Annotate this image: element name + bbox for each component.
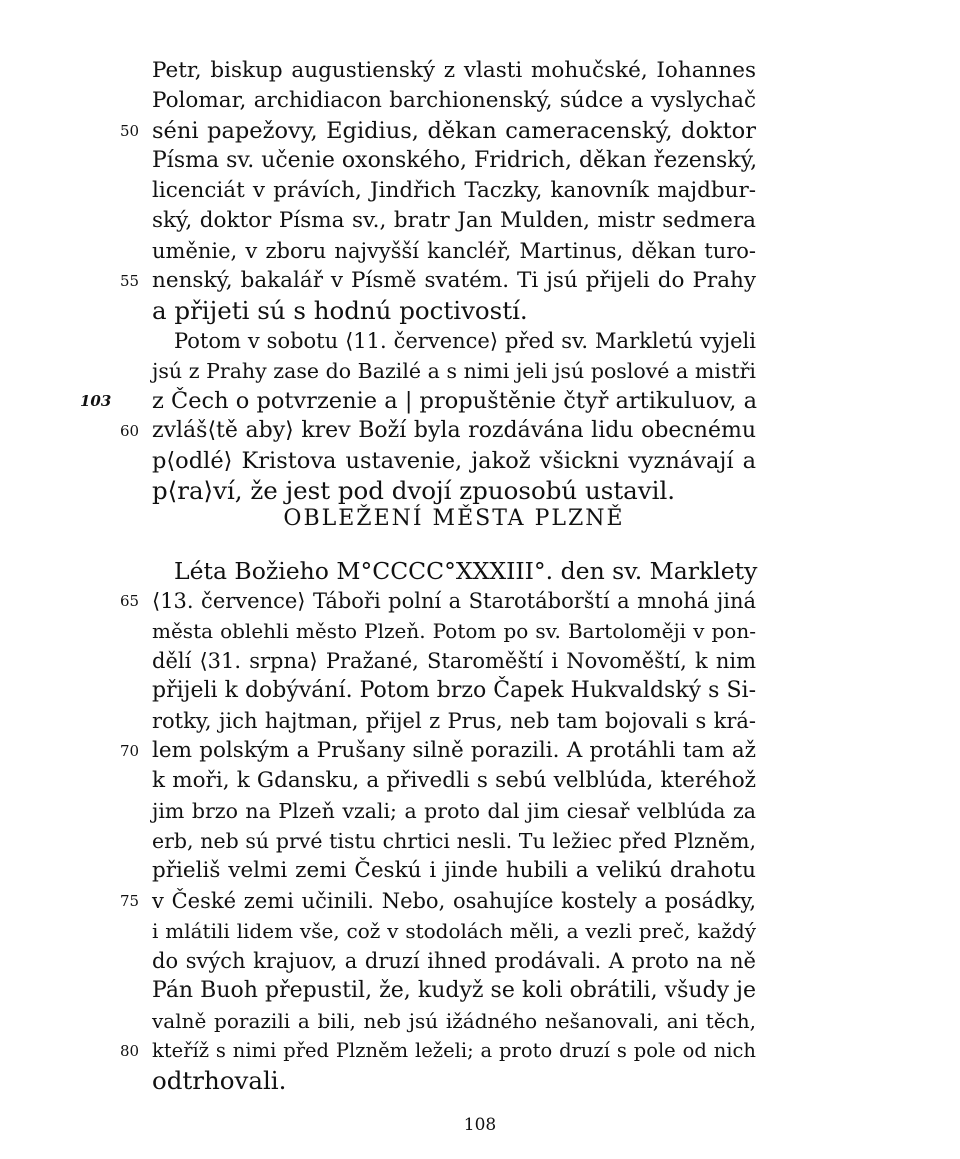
text-line: dělí ⟨31. srpna⟩ Pražané, Staroměští i Novoměští, k nim	[152, 649, 756, 673]
text-line: ⟨13. července⟩ Táboři polní a Starotáborští a mnohá jiná	[152, 589, 756, 613]
text-line: i mlátili lidem vše, což v stodolách měli, a vezli preč, každý	[152, 919, 756, 943]
text-line: kteříž s nimi před Plzněm leželi; a proto druzí s pole od nich	[152, 1039, 756, 1062]
line-number: 70	[120, 742, 140, 760]
text-line: p⟨ra⟩ví, že jest pod dvojí zpuosobú ustavil.	[152, 476, 676, 505]
text-line: odtrhovali.	[152, 1066, 287, 1095]
text-line: erb, neb sú prvé tistu chrtici nesli. Tu ležiec před Plzněm,	[152, 829, 756, 853]
line-number: 55	[120, 272, 140, 290]
text-line: přieliš velmi zemi Českú i jinde hubili a velikú drahotu	[152, 858, 756, 883]
text-line: licenciát v právích, Jindřich Taczky, kanovník majdbur-	[152, 178, 756, 203]
text-line: lem polským a Prušany silně porazili. A protáhli tam až	[152, 738, 756, 763]
line-number: 65	[120, 592, 140, 610]
page-number: 108	[463, 1115, 497, 1135]
line-number: 60	[120, 422, 140, 440]
text-line: p⟨odlé⟩ Kristova ustavenie, jakož všickni vyznávají a	[152, 448, 756, 474]
text-line: Pán Buoh přepustil, že, kudyž se koli obrátili, všudy je	[152, 978, 756, 1003]
text-line: k moři, k Gdansku, a přivedli s sebú velblúda, kteréhož	[152, 768, 756, 793]
section-heading: OBLEŽENÍ MĚSTA PLZNĚ	[283, 506, 625, 531]
text-line: Polomar, archidiacon barchionenský, súdce a vyslychač	[152, 88, 756, 113]
text-line: Léta Božieho M°CCCC°XXXIII°. den sv. Marklety	[174, 557, 758, 585]
text-line: nenský, bakalář v Písmě svatém. Ti jsú přijeli do Prahy	[152, 268, 756, 293]
text-line: a přijeti sú s hodnú poctivostí.	[152, 296, 528, 325]
text-line: z Čech o potvrzenie a | propuštěnie čtyř artikuluov, a	[152, 388, 758, 414]
text-line: valně porazili a bili, neb jsú ižádného nešanovali, ani těch,	[152, 1009, 756, 1033]
text-line: rotky, jich hajtman, přijel z Prus, neb tam bojovali s krá-	[152, 709, 756, 733]
line-number: 75	[120, 892, 140, 910]
margin-reference: 103	[80, 392, 112, 410]
text-line: jim brzo na Plzeň vzali; a proto dal jim ciesař velblúda za	[152, 799, 756, 823]
text-line: přijeli k dobývání. Potom brzo Čapek Hukvaldský s Si-	[152, 678, 756, 703]
text-line: ský, doktor Písma sv., bratr Jan Mulden, mistr sedmera	[152, 208, 756, 233]
text-line: města oblehli město Plzeň. Potom po sv. Bartoloměji v pon-	[152, 619, 756, 643]
text-line: uměnie, v zboru najvyšší kancléř, Martinus, děkan turo-	[152, 239, 756, 263]
text-line: v České zemi učinili. Nebo, osahujíce kostely a posádky,	[152, 889, 756, 913]
text-line: Písma sv. učenie oxonského, Fridrich, děkan řezenský,	[152, 148, 758, 173]
text-line: Petr, biskup augustienský z vlasti mohučské, Iohannes	[152, 58, 756, 83]
line-number: 80	[120, 1042, 140, 1060]
text-line: zvláš⟨tě aby⟩ krev Boží byla rozdávána lidu obecnému	[152, 418, 756, 443]
text-line: séni papežovy, Egidius, děkan cameracenský, doktor	[152, 118, 756, 144]
text-line: jsú z Prahy zase do Bazilé a s nimi jeli jsú poslové a mistři	[152, 359, 756, 383]
line-number: 50	[120, 122, 140, 140]
text-line: Potom v sobotu ⟨11. července⟩ před sv. Markletú vyjeli	[174, 329, 756, 353]
text-line: do svých krajuov, a druzí ihned prodávali. A proto na ně	[152, 949, 756, 973]
